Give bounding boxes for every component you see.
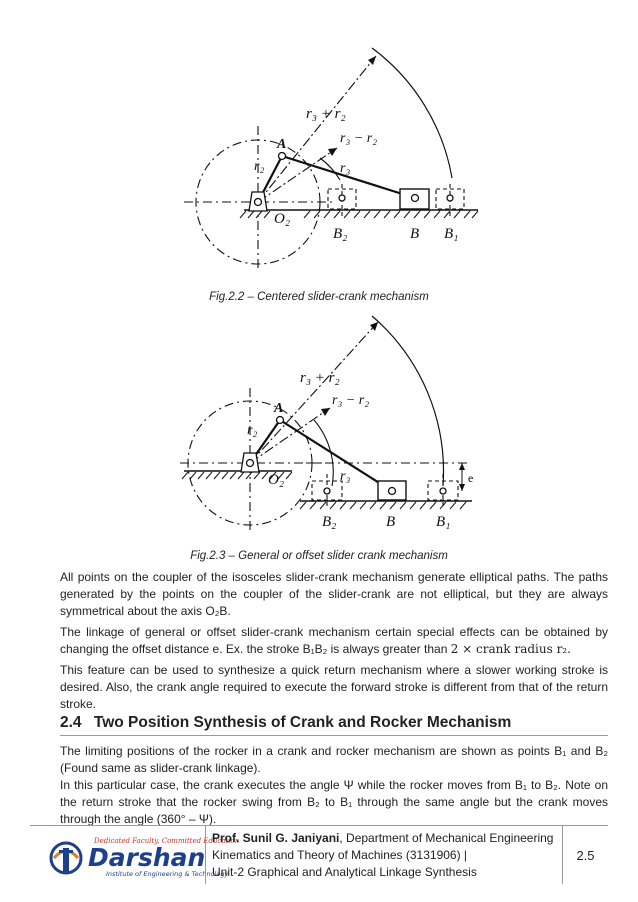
label-diff: r₃ − r₂ xyxy=(332,393,370,408)
figure-offset-slider-crank xyxy=(0,308,638,546)
footer-author: Prof. Sunil G. Janiyani xyxy=(212,831,340,845)
paragraph-offset-linkage-text: The linkage of general or offset slider-crank mechanism certain special effects can be obtained by changing the offset distance e. Ex. the stroke B₁B₂ is always greater than xyxy=(60,625,608,656)
section-title: Two Position Synthesis of Crank and Rocker Mechanism xyxy=(93,714,512,731)
label-sum: r₃ + r₂ xyxy=(300,370,340,386)
footer-unit: Unit-2 Graphical and Analytical Linkage Synthesis xyxy=(212,865,477,879)
paragraph-quick-return: This feature can be used to synthesize a quick return mechanism where a slower working stroke is desired. Also, the crank angle required to execute the forward stroke is different from that of the return stroke. xyxy=(60,663,608,711)
figure-centered-slider-crank xyxy=(0,40,638,280)
label-diff: r₃ − r₂ xyxy=(340,131,378,146)
label-b: B xyxy=(410,226,420,242)
figure-caption-2-2: Fig.2.2 – Centered slider-crank mechanism xyxy=(209,291,429,303)
darshan-logo-mark xyxy=(48,836,240,878)
label-pivot: O₂ xyxy=(274,211,291,227)
label-point-a: A xyxy=(277,137,287,152)
label-b: B xyxy=(386,514,396,530)
offset-slider-crank-diagram xyxy=(0,308,638,546)
figure-caption-2-3: Fig.2.3 – General or offset slider crank mechanism xyxy=(190,550,448,562)
logo-subtitle: Institute of Engineering & Technology xyxy=(106,870,229,878)
stroke-formula: 2 × crank radius r₂. xyxy=(450,642,571,656)
footer-course: Kinematics and Theory of Machines (3131906) | xyxy=(212,848,468,862)
page-number: 2.5 xyxy=(576,847,595,863)
label-crank: r₂ xyxy=(247,423,258,438)
paragraph-crank-angle: In this particular case, the crank executes the angle Ψ while the rocker moves from B₁ to B₂. Note on the return stroke that the rocker swing from B₂ to B₁ through the same angle but the crank moves through the angle (360° – Ψ). xyxy=(60,778,608,826)
label-b2: B₂ xyxy=(322,514,337,530)
label-crank: r₂ xyxy=(254,159,265,174)
logo-name: Darshan xyxy=(88,843,206,872)
label-b1: B₁ xyxy=(436,514,451,530)
arc-sum xyxy=(372,48,452,178)
section-heading xyxy=(60,714,608,736)
footer-author-line xyxy=(212,830,556,847)
logo-tagline: Dedicated Faculty, Committed Education xyxy=(94,837,240,845)
label-offset: e xyxy=(468,471,474,485)
darshan-logo xyxy=(48,836,240,878)
arc-sum xyxy=(372,316,444,486)
footer-department: , Department of Mechanical Engineering xyxy=(339,831,554,845)
label-point-a: A xyxy=(274,401,284,416)
paragraph-limiting-positions: The limiting positions of the rocker in a crank and rocker mechanism are shown as points B₁ and B₂ (Found same as slider-crank linkage). xyxy=(60,744,608,775)
label-coupler: r₃ xyxy=(340,469,351,484)
coupler-link xyxy=(280,420,392,491)
section-number: 2.4 xyxy=(60,714,82,731)
label-b1: B₁ xyxy=(444,226,459,242)
paragraph-elliptical-paths: All points on the coupler of the isosceles slider-crank mechanism generate elliptical paths. The paths generated by the points on the coupler of the slider-crank are not elliptical, but they are always symmetrical about the axis O₂B. xyxy=(60,570,608,618)
label-sum: r₃ + r₂ xyxy=(306,106,346,122)
paragraph-offset-linkage xyxy=(60,624,608,658)
footer-course-info xyxy=(205,826,563,884)
centered-slider-crank-diagram xyxy=(0,40,638,280)
label-b2: B₂ xyxy=(333,226,348,242)
label-coupler: r₃ xyxy=(340,161,351,176)
page-footer xyxy=(30,825,608,884)
label-pivot: O₂ xyxy=(268,472,285,488)
